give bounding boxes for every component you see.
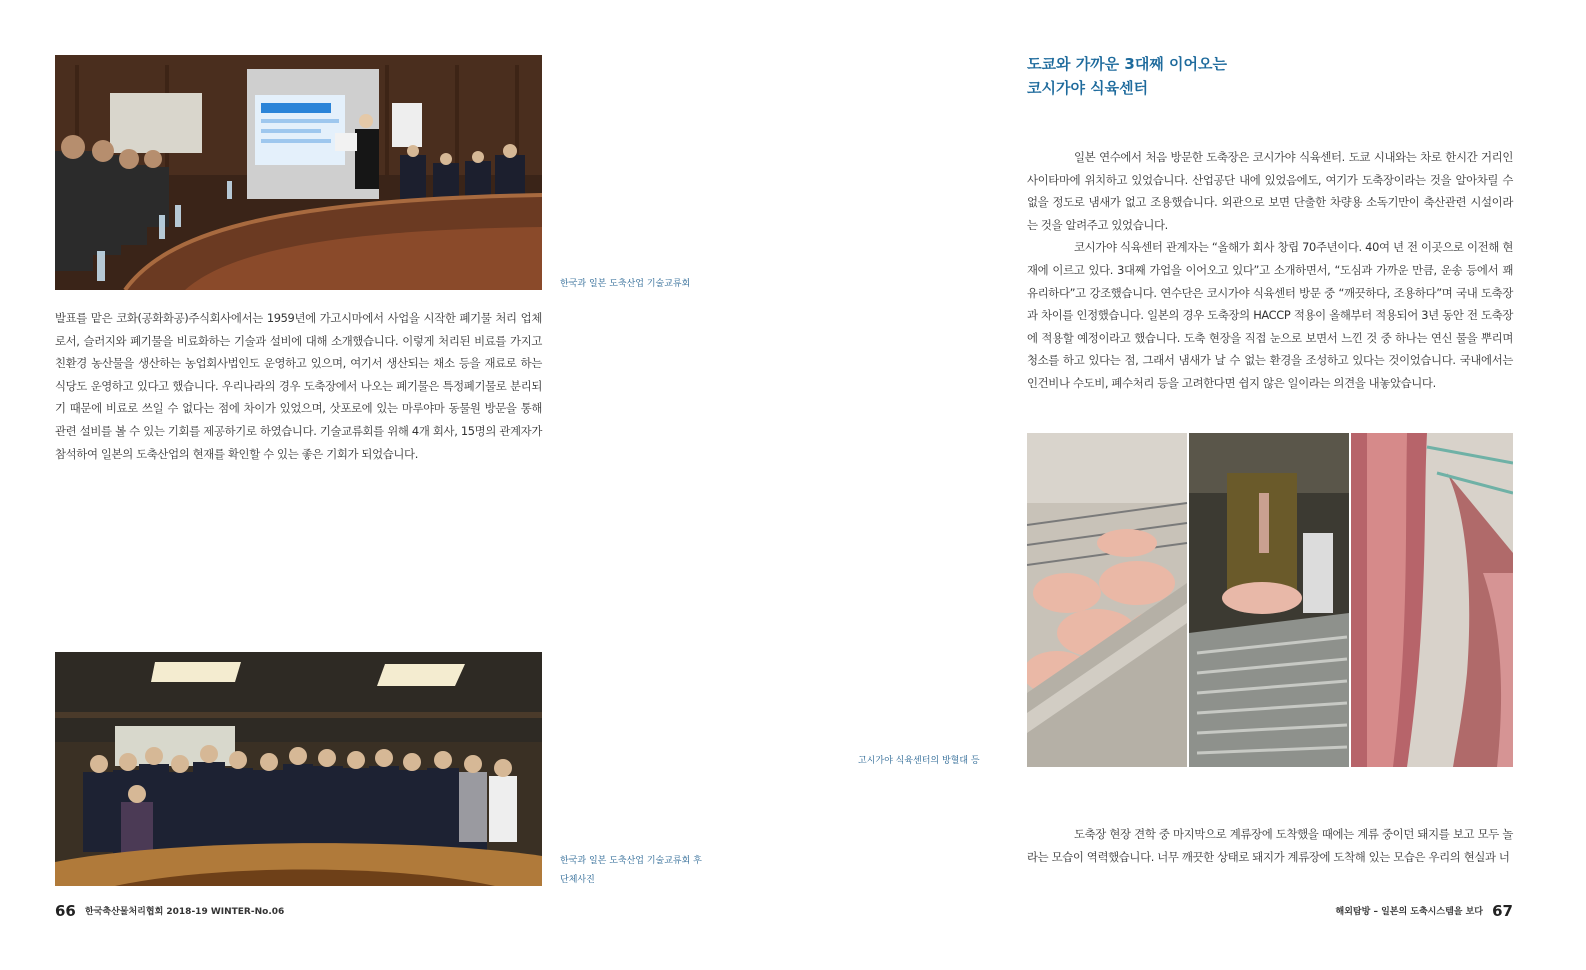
right-paragraph-2: 코시가야 식육센터 관계자는 “올해가 회사 창립 70주년이다. 40여 년 전 이곳으로 이전해 현재에 이르고 있다. 3대째 가업을 이어오고 있다”고 소개하면서, “도심과 가까운 만큼, 운송 등에서 꽤 유리하다”고 강조했습니다. 연수단은 코시가야 식육센터 방문 중 “깨끗하다, 조용하다”며 국내 도축장과 차이를 인정했습니다. 일본의 경우 도축장의 HACCP 적용이 올해부터 적용되어 3년 동안 전 도축장에 적용할 예정이라고 했습니다. 도축 현장을 직접 눈으로 보면서 느낀 것 중 하나는 연신 물을 뿌리며 청소를 하고 있다는 점, 그래서 냄새가 날 수 없는 환경을 조성하고 있다는 것이었습니다. 국내에서는 인건비나 수도비, 폐수처리 등을 고려한다면 쉽지 않은 일이라는 의견을 내놓았습니다.: [1027, 240, 1513, 390]
group-photo-caption: [560, 852, 702, 890]
right-body-text-continued: [1027, 823, 1513, 868]
right-body-text: [1027, 146, 1513, 395]
slaughterhouse-photos: [1027, 433, 1513, 767]
slaughter-photos-caption: 고시가야 식육센터의 방혈대 등: [858, 756, 980, 766]
meeting-photo-caption: 한국과 일본 도축산업 기술교류회: [560, 279, 691, 289]
right-page-number: 67: [1492, 902, 1513, 920]
right-paragraph-3: 도축장 현장 견학 중 마지막으로 계류장에 도착했을 때에는 계류 중이던 돼지를 보고 모두 놀라는 모습이 역력했습니다. 너무 깨끗한 상태로 돼지가 계류장에 도착해 있는 모습은 우리의 현실과 너: [1027, 827, 1513, 864]
left-footer-text: 한국축산물처리협회 2018-19 WINTER-No.06: [85, 907, 285, 917]
group-photo: [55, 652, 542, 886]
right-paragraph-1: 일본 연수에서 처음 방문한 도축장은 코시가야 식육센터. 도쿄 시내와는 차로 한시간 거리인 사이타마에 위치하고 있었습니다. 산업공단 내에 있었음에도, 여기가 도축장이라는 것을 알아차릴 수 없을 정도로 냄새가 없고 조용했습니다. 외관으로 보면 단출한 차량용 소독기만이 축산관련 시설이라는 것을 알려주고 있었습니다.: [1027, 150, 1513, 232]
left-footer: [55, 902, 284, 920]
meeting-photo: [55, 55, 542, 290]
group-photo-caption-line2: 단체사진: [560, 875, 595, 885]
left-body-text: [55, 307, 542, 465]
heading-line1: 도쿄와 가까운 3대째 이어오는: [1027, 55, 1227, 73]
right-footer-text: 해외탐방 – 일본의 도축시스템을 보다: [1335, 907, 1483, 917]
left-paragraph: 발표를 맡은 코화(공화화공)주식회사에서는 1959년에 가고시마에서 사업을 시작한 폐기물 처리 업체로서, 슬러지와 폐기물을 비료화하는 기술과 설비에 대해 소개했습니다. 이렇게 처리된 비료를 가지고 친환경 농산물을 생산하는 농업회사법인도 운영하고 있으며, 여기서 생산되는 채소 등을 재료로 하는 식당도 운영하고 있다고 했습니다. 우리나라의 경우 도축장에서 나오는 폐기물은 특정폐기물로 분리되기 때문에 비료로 쓰일 수 없다는 점에 차이가 있었으며, 삿포로에 있는 마루야마 동물원 방문을 통해 관련 설비를 볼 수 있는 기회를 제공하기로 하였습니다. 기술교류회를 위해 4개 회사, 15명의 관계자가 참석하여 일본의 도축산업의 현재를 확인할 수 있는 좋은 기회가 되었습니다.: [55, 311, 542, 461]
article-heading: [1027, 52, 1447, 100]
heading-line2: 코시가야 식육센터: [1027, 79, 1149, 97]
left-page-number: 66: [55, 902, 76, 920]
group-photo-caption-line1: 한국과 일본 도축산업 기술교류회 후: [560, 856, 702, 866]
right-footer: [1336, 902, 1513, 920]
